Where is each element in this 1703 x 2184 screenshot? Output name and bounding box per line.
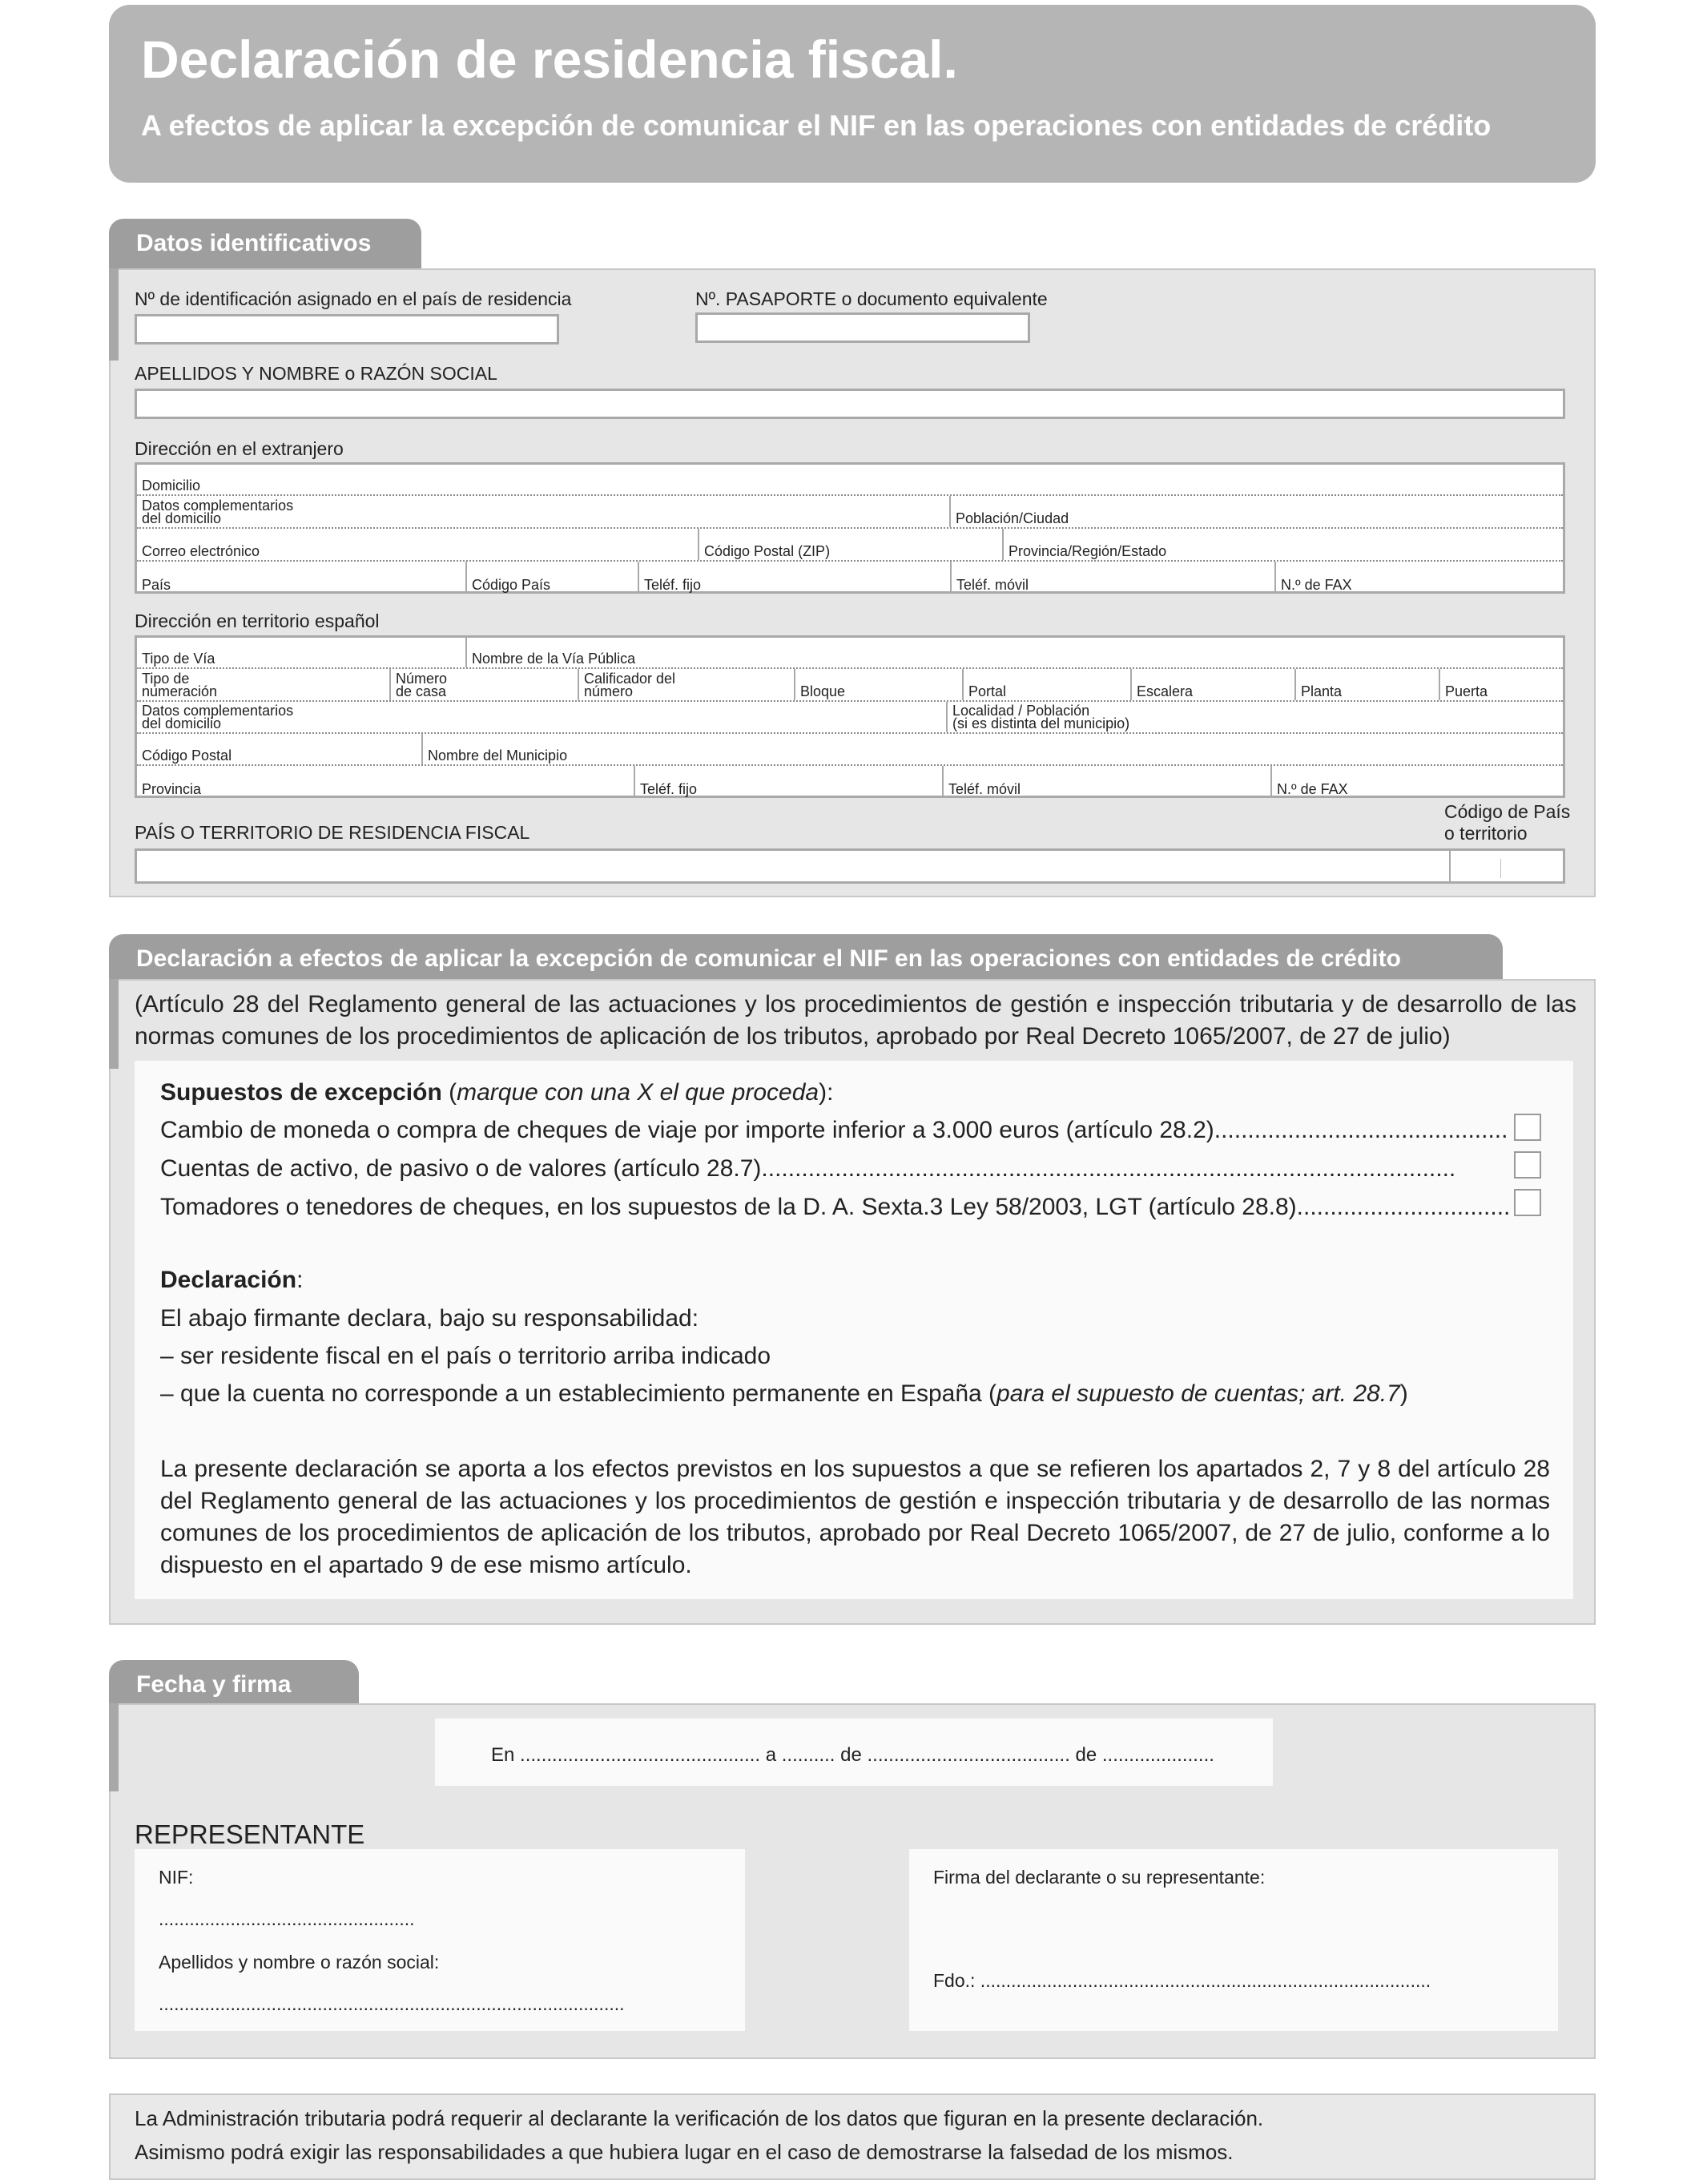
spanish-address-label: Dirección en territorio español (135, 610, 380, 631)
foreign-datos-compl-field[interactable] (137, 496, 949, 527)
puerta-label: Puerta (1445, 683, 1488, 699)
planta-label: Planta (1301, 683, 1343, 699)
poblacion-field[interactable] (949, 496, 1568, 527)
domicilio-label: Domicilio (142, 477, 201, 494)
provincia-label: Provincia (142, 781, 202, 797)
tipo-via-field[interactable] (137, 638, 465, 667)
spanish-datos-compl-field[interactable] (137, 702, 946, 732)
planta-field[interactable] (1294, 669, 1439, 700)
foreign-telef-movil-field[interactable] (950, 562, 1274, 594)
declaracion-panel (109, 979, 1596, 1625)
numero-casa-label-2: de casa (396, 683, 447, 699)
supuestos-paren-close: ): (819, 1079, 834, 1106)
pais-field[interactable] (137, 562, 465, 594)
foreign-telef-fijo-label: Teléf. fijo (644, 577, 702, 593)
provincia-region-label: Provincia/Región/Estado (1009, 543, 1167, 559)
declaracion-bold: Declaración (160, 1267, 297, 1293)
calificador-label-2: número (584, 683, 634, 699)
bullet-residente: – ser residente fiscal en el país o territorio arriba indicado (160, 1343, 771, 1369)
portal-field[interactable] (962, 669, 1130, 700)
footer-line-1: La Administración tributaria podrá requerir al declarante la verificación de los datos que figuran en la presente declaración. (135, 2106, 1264, 2130)
spanish-datos-compl-label-1: Datos complementarios (142, 703, 294, 719)
foreign-row-pais (137, 562, 1563, 594)
provincia-field[interactable] (137, 766, 634, 798)
spanish-telef-movil-label: Teléf. móvil (948, 781, 1021, 797)
foreign-row-datos (137, 496, 1563, 529)
tipo-via-label: Tipo de Vía (142, 651, 215, 667)
bullet2-italic: para el supuesto de cuentas; art. 28.7 (996, 1380, 1400, 1407)
section-tab-datos: Datos identificativos (109, 219, 421, 268)
option-cambio-moneda: Cambio de moneda o compra de cheques de viaje por importe inferior a 3.000 euros (artículo 28.2)............................................ (160, 1117, 1508, 1143)
spanish-telef-fijo-field[interactable] (634, 766, 942, 798)
footer-line-2: Asimismo podrá exigir las responsabilidades a que hubiera lugar en el caso de demostrarse la falsedad de los mismos. (135, 2140, 1234, 2164)
nombre-via-label: Nombre de la Vía Pública (472, 651, 636, 667)
codigo-pais-field[interactable] (465, 562, 638, 594)
portal-label: Portal (968, 683, 1007, 699)
municipio-field[interactable] (421, 734, 1568, 764)
country-code-label-1: Código de País (1444, 801, 1571, 822)
spanish-fax-label: N.º de FAX (1277, 781, 1348, 797)
section-tab-fecha: Fecha y firma (109, 1660, 359, 1710)
zip-field[interactable] (698, 529, 1002, 560)
correo-label: Correo electrónico (142, 543, 260, 559)
country-code-divider (1449, 851, 1451, 881)
bloque-label: Bloque (800, 683, 846, 699)
nif-label: NIF: (159, 1867, 194, 1888)
representante-label: REPRESENTANTE (135, 1819, 365, 1849)
panel-accent-bar (109, 979, 119, 1069)
date-line: En ............................................. a .......... de ...................................... de ..................... (491, 1744, 1214, 1766)
representante-box (135, 1849, 745, 2031)
foreign-row-domicilio (137, 465, 1563, 496)
zip-label: Código Postal (ZIP) (704, 543, 831, 559)
fecha-firma-panel (109, 1703, 1596, 2059)
supuestos-italic: marque con una X el que proceda (457, 1079, 819, 1106)
foreign-address-label: Dirección en el extranjero (135, 438, 344, 459)
escalera-field[interactable] (1130, 669, 1294, 700)
foreign-address-grid (135, 462, 1565, 594)
form-header (109, 5, 1596, 183)
spanish-row-provincia (137, 766, 1563, 798)
spanish-row-datos (137, 702, 1563, 734)
localidad-label-2: (si es distinta del municipio) (952, 715, 1130, 731)
bullet2-text-b: ) (1399, 1380, 1408, 1407)
pais-label: País (142, 577, 171, 593)
declaracion-intro: (Artículo 28 del Reglamento general de las actuaciones y los procedimientos de gestión e inspección tributaria y de desarrollo de las normas comunes de los procedimientos de aplicación de los tributos, aprobado por Real Decreto 1065/2007, de 27 de julio) (135, 991, 1576, 1050)
spanish-row-cp (137, 734, 1563, 766)
codigo-postal-label: Código Postal (142, 747, 232, 764)
numero-casa-field[interactable] (389, 669, 578, 700)
nif-field[interactable]: .................................................. (159, 1908, 415, 1929)
foreign-row-correo (137, 529, 1563, 562)
name-field[interactable] (135, 389, 1565, 419)
passport-label: Nº. PASAPORTE o documento equivalente (695, 288, 1048, 309)
declaracion-heading (160, 1264, 303, 1296)
poblacion-label: Población/Ciudad (956, 510, 1069, 526)
supuestos-heading (160, 1077, 833, 1109)
foreign-datos-compl-label-1: Datos complementarios (142, 498, 294, 514)
date-box[interactable] (435, 1719, 1273, 1786)
codigo-pais-label: Código País (472, 577, 551, 593)
rep-name-label: Apellidos y nombre o razón social: (159, 1952, 440, 1972)
correo-field[interactable] (137, 529, 698, 560)
bullet-establecimiento (160, 1378, 1408, 1410)
localidad-label-1: Localidad / Población (952, 703, 1090, 719)
section-tab-declaracion: Declaración a efectos de aplicar la excepción de comunicar el NIF en las operaciones con entidades de crédito (109, 934, 1503, 984)
country-code-tick (1500, 859, 1501, 878)
calificador-label-1: Calificador del (584, 671, 676, 687)
codigo-postal-field[interactable] (137, 734, 421, 764)
checkbox-cuentas[interactable] (1514, 1151, 1541, 1179)
bullet2-text-a: – que la cuenta no corresponde a un establecimiento permanente en España ( (160, 1380, 997, 1407)
declaracion-body (135, 1061, 1573, 1599)
checkbox-cheques[interactable] (1514, 1189, 1541, 1216)
supuestos-paren-open: ( (441, 1079, 457, 1106)
supuestos-bold: Supuestos de excepción (160, 1079, 442, 1106)
spanish-row-numero (137, 669, 1563, 702)
spanish-telef-movil-field[interactable] (942, 766, 1270, 798)
foreign-fax-label: N.º de FAX (1281, 577, 1352, 593)
option-cheques: Tomadores o tenedores de cheques, en los supuestos de la D. A. Sexta.3 Ley 58/2003, LGT (artículo 28.8)................................ (160, 1194, 1511, 1220)
foreign-telef-fijo-field[interactable] (638, 562, 950, 594)
residence-country-field[interactable] (135, 848, 1565, 884)
datos-identificativos-panel (109, 268, 1596, 897)
spanish-row-via (137, 638, 1563, 669)
firma-label: Firma del declarante o su representante: (933, 1867, 1266, 1888)
name-label: APELLIDOS Y NOMBRE o RAZÓN SOCIAL (135, 363, 497, 384)
option-cuentas: Cuentas de activo, de pasivo o de valores (artículo 28.7)........................................................................................................ (160, 1155, 1456, 1182)
checkbox-cambio-moneda[interactable] (1514, 1114, 1541, 1141)
passport-field[interactable] (695, 312, 1030, 343)
localidad-field[interactable] (946, 702, 1568, 732)
firmante-text: El abajo firmante declara, bajo su responsabilidad: (160, 1305, 699, 1332)
panel-accent-bar (109, 268, 119, 361)
domicilio-field[interactable] (137, 465, 1563, 494)
escalera-label: Escalera (1137, 683, 1194, 699)
footer-note (109, 2093, 1596, 2180)
tipo-numeracion-field[interactable] (137, 669, 389, 700)
bloque-field[interactable] (794, 669, 962, 700)
spanish-fax-field[interactable] (1270, 766, 1568, 798)
foreign-fax-field[interactable] (1274, 562, 1568, 594)
calificador-field[interactable] (578, 669, 794, 700)
provincia-region-field[interactable] (1002, 529, 1568, 560)
panel-accent-bar (109, 1703, 119, 1791)
rep-name-field[interactable]: ........................................................................................... (159, 1993, 625, 2014)
declaracion-colon: : (296, 1267, 304, 1293)
residence-label: PAÍS O TERRITORIO DE RESIDENCIA FISCAL (135, 822, 530, 843)
spanish-telef-fijo-label: Teléf. fijo (640, 781, 698, 797)
numero-casa-label-1: Número (396, 671, 448, 687)
foreign-datos-compl-label-2: del domicilio (142, 510, 222, 526)
spanish-address-grid (135, 635, 1565, 798)
puerta-field[interactable] (1439, 669, 1568, 700)
country-code-label-2: o territorio (1444, 823, 1528, 844)
form-subtitle: A efectos de aplicar la excepción de comunicar el NIF en las operaciones con entidades de crédito (141, 109, 1492, 142)
tipo-numeracion-label-2: numeración (142, 683, 218, 699)
fdo-field[interactable]: Fdo.: ........................................................................................ (933, 1970, 1431, 1991)
id-number-label: Nº de identificación asignado en el país de residencia (135, 288, 572, 309)
foreign-telef-movil-label: Teléf. móvil (956, 577, 1029, 593)
firma-box (909, 1849, 1558, 2031)
municipio-label: Nombre del Municipio (428, 747, 568, 764)
form-title: Declaración de residencia fiscal. (141, 30, 958, 89)
id-number-field[interactable] (135, 314, 559, 345)
final-paragraph: La presente declaración se aporta a los efectos previstos en los supuestos a que se refieren los apartados 2, 7 y 8 del artículo 28 del Reglamento general de las actuaciones y los procedimientos de gestión e inspección tributaria y de desarrollo de las normas comunes de los procedimientos de aplicación de los tributos, aprobado por Real Decreto 1065/2007, de 27 de julio, conforme a lo dispuesto en el apartado 9 de ese mismo artículo. (160, 1456, 1550, 1578)
tipo-numeracion-label-1: Tipo de (142, 671, 190, 687)
spanish-datos-compl-label-2: del domicilio (142, 715, 222, 731)
nombre-via-field[interactable] (465, 638, 1568, 667)
